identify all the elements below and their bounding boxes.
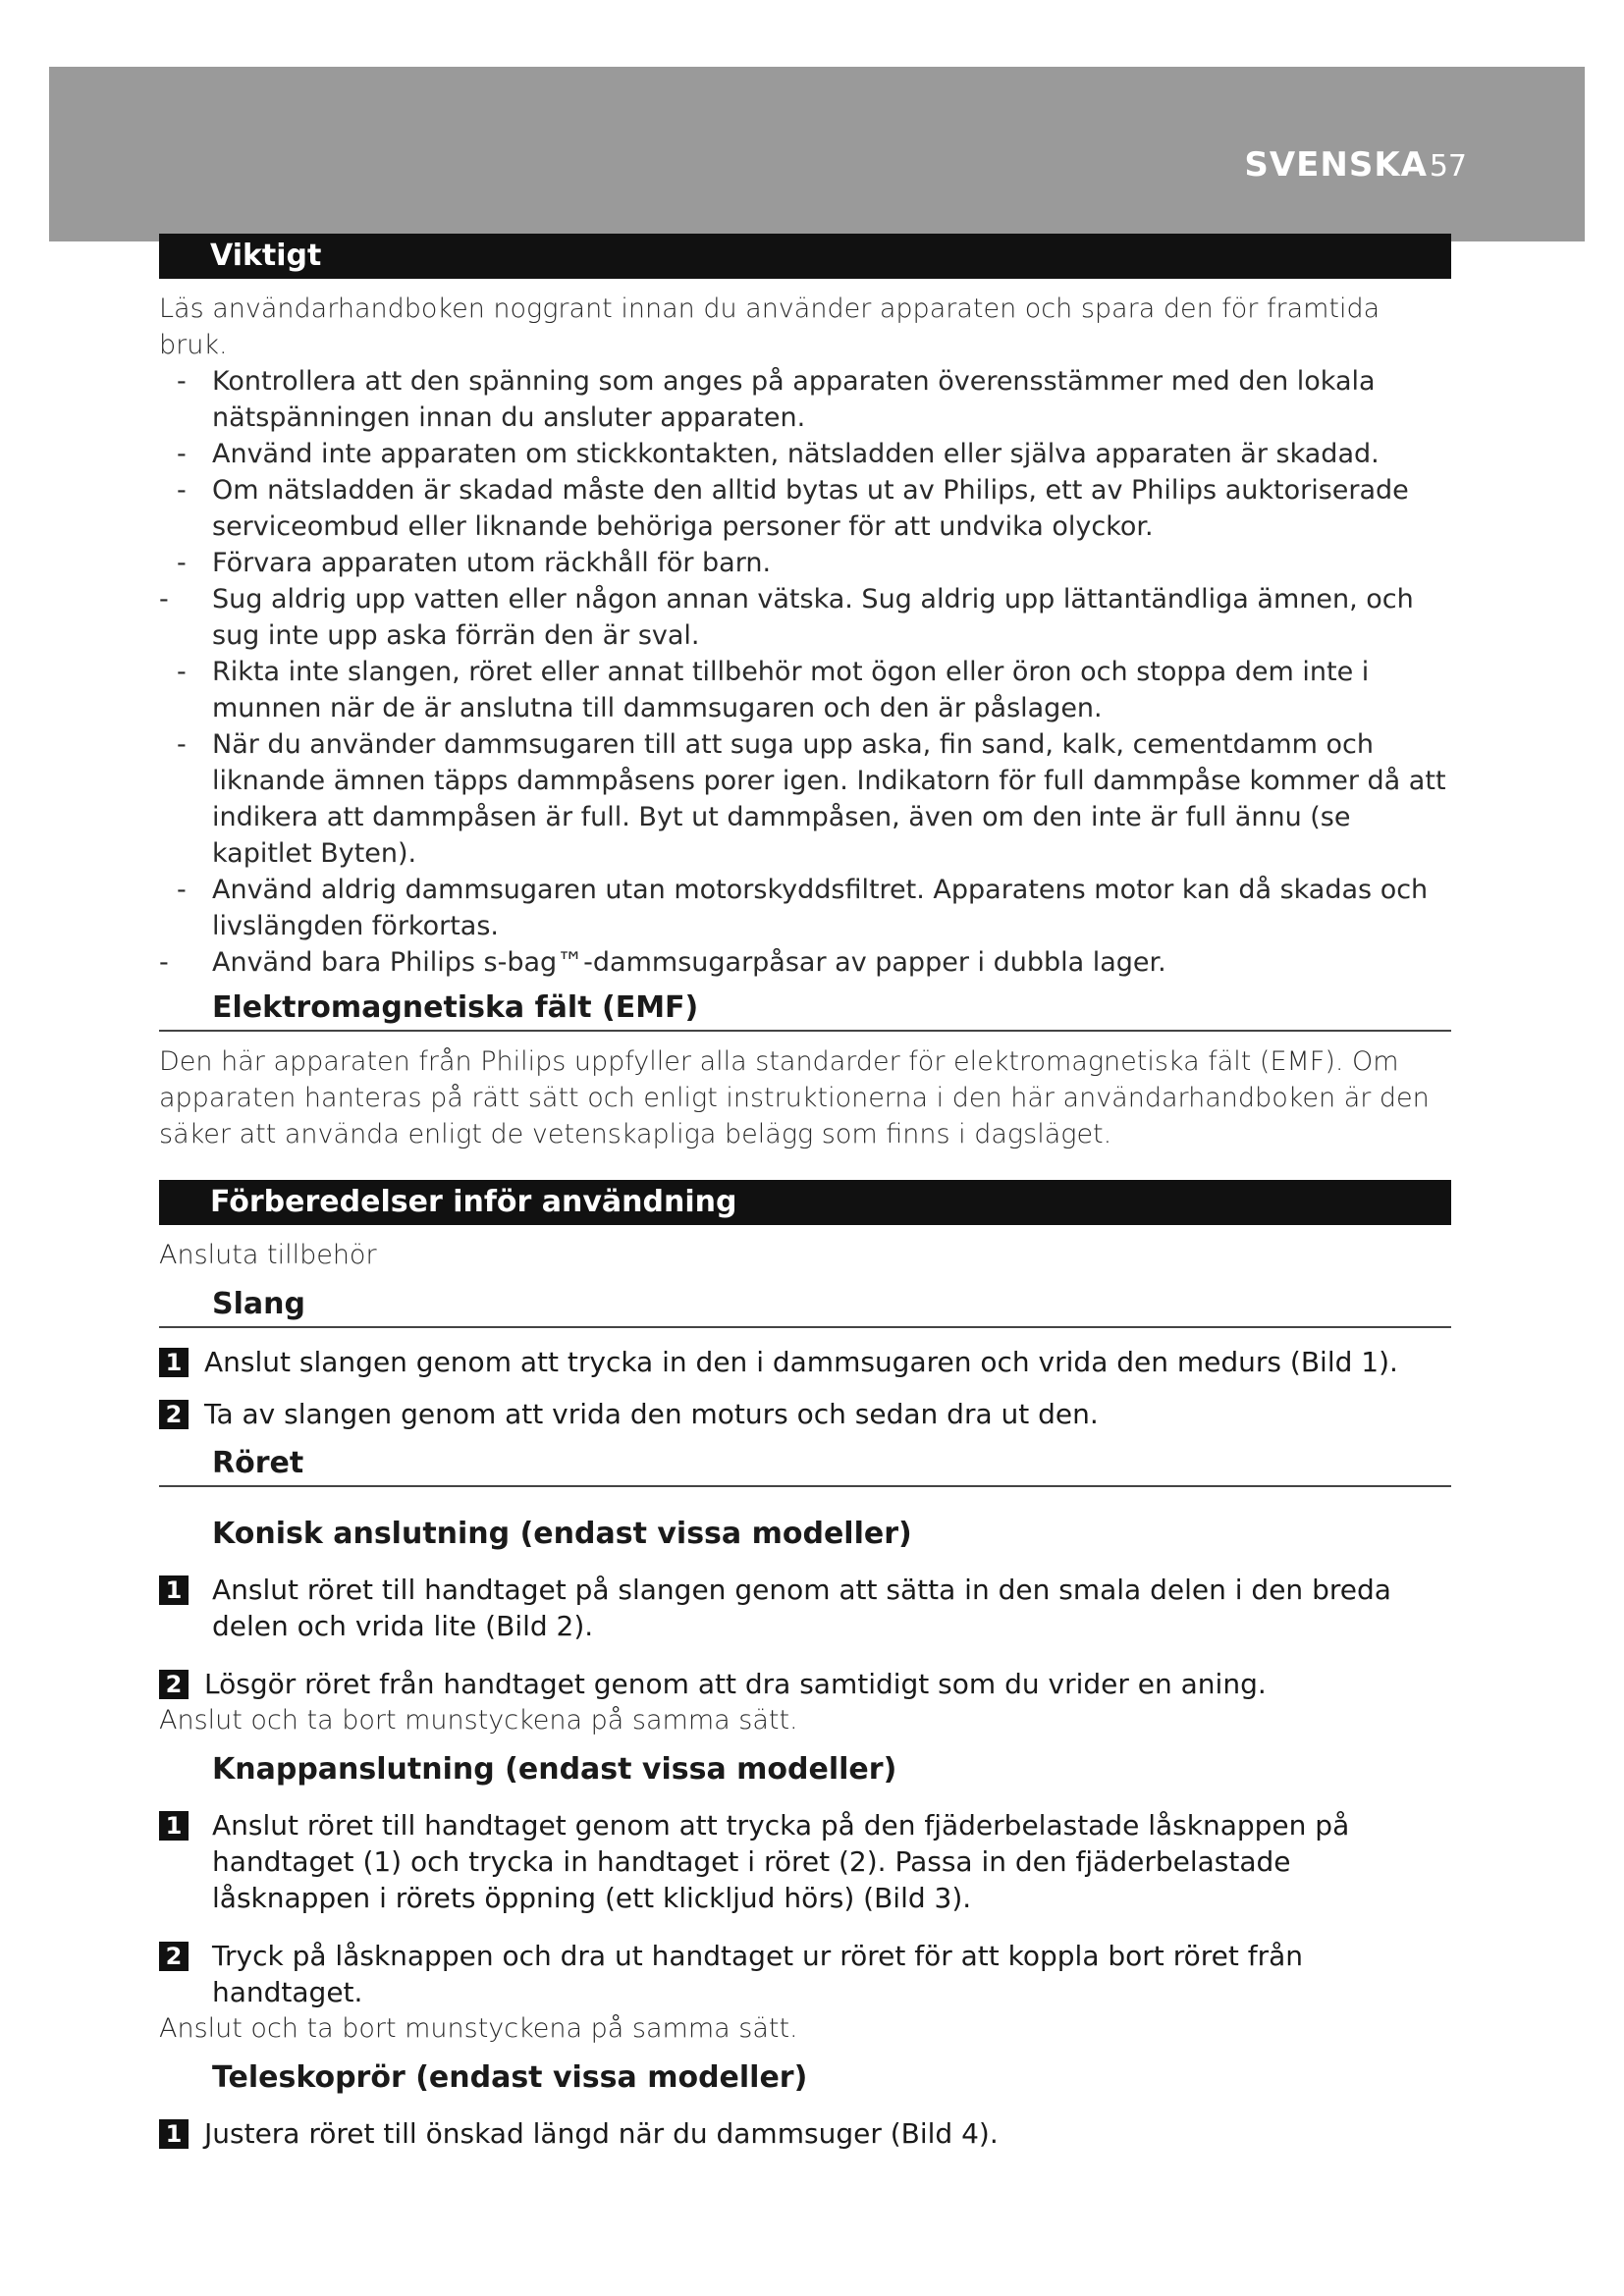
- telescopic-heading: Teleskoprör (endast vissa modeller): [212, 2060, 808, 2095]
- step-number-badge: 1: [159, 1575, 189, 1605]
- hose-heading: Slang: [159, 1285, 1451, 1328]
- list-item: - Använd aldrig dammsugaren utan motorskyddsfiltret. Apparatens motor kan då skadas och livslängden förkortas.: [177, 875, 1429, 941]
- step-number-badge: 2: [159, 1670, 189, 1699]
- important-intro: Läs användarhandboken noggrant innan du använder apparaten och spara den för framtida bruk.: [159, 294, 1380, 360]
- step-number-badge: 2: [159, 1942, 189, 1971]
- button-step-1: 1 Anslut röret till handtaget genom att trycka på den fjäderbelastade låsknappen på handtaget (1) och trycka in handtaget i röret (2). Passa in den fjäderbelastade låsknappen i rörets öppning (ett klickljud hörs) (Bild 3).: [159, 1807, 1451, 1916]
- hose-step-2: 2 Ta av slangen genom att vrida den moturs och sedan dra ut den.: [159, 1396, 1451, 1432]
- page-number: 57: [1429, 149, 1467, 184]
- list-item: - Om nätsladden är skadad måste den alltid bytas ut av Philips, ett av Philips auktoriserade serviceombud eller liknande behöriga personer för att undvika olyckor.: [177, 475, 1409, 542]
- list-item: - Sug aldrig upp vatten eller någon annan vätska. Sug aldrig upp lättantändliga ämnen, och sug inte upp aska förrän den är sval.: [159, 584, 1414, 651]
- list-item: - Förvara apparaten utom räckhåll för barn.: [177, 548, 772, 578]
- list-item: - Använd bara Philips s-bag™-dammsugarpåsar av papper i dubbla lager.: [159, 947, 1166, 978]
- hose-step-1: 1 Anslut slangen genom att trycka in den i dammsugaren och vrida den medurs (Bild 1).: [159, 1344, 1451, 1380]
- emf-text: Den här apparaten från Philips uppfyller alla standarder för elektromagnetiska fält (EMF). Om apparaten hanteras på rätt sätt och enligt instruktionerna i den här användarhandboken är den säker att använda enligt de vetenskapliga belägg som finns i dagsläget.: [159, 1046, 1430, 1149]
- list-item: - Rikta inte slangen, röret eller annat tillbehör mot ögon eller öron och stoppa dem inte i munnen när de är anslutna till dammsugaren och den är påslagen.: [177, 657, 1370, 723]
- list-item: - När du använder dammsugaren till att suga upp aska, fin sand, kalk, cementdamm och liknande ämnen täpps dammpåsens porer igen. Indikatorn för full dammpåse kommer då att indikera att dammpåsen är full. Byt ut dammpåsen, även om den inte är full ännu (se kapitlet Byten).: [177, 729, 1446, 869]
- list-item: - Kontrollera att den spänning som anges på apparaten överensstämmer med den lokala nätspänningen innan du ansluter apparaten.: [177, 366, 1376, 433]
- button-step-2: 2 Tryck på låsknappen och dra ut handtaget ur röret för att koppla bort röret från handtaget.: [159, 1938, 1451, 2010]
- conical-step-1: 1 Anslut röret till handtaget på slangen genom att sätta in den smala delen i den breda delen och vrida lite (Bild 2).: [159, 1572, 1451, 1644]
- emf-heading: Elektromagnetiska fält (EMF): [159, 988, 1451, 1032]
- section-heading-preparation: Förberedelser inför användning: [159, 1180, 1451, 1225]
- conical-note: Anslut och ta bort munstyckena på samma sätt.: [159, 1705, 798, 1735]
- preparation-intro: Ansluta tillbehör: [159, 1240, 377, 1270]
- section-heading-important: Viktigt: [159, 234, 1451, 279]
- step-number-badge: 2: [159, 1400, 189, 1429]
- button-note: Anslut och ta bort munstyckena på samma sätt.: [159, 2013, 798, 2044]
- conical-heading: Konisk anslutning (endast vissa modeller): [212, 1517, 912, 1551]
- step-number-badge: 1: [159, 1811, 189, 1841]
- language-label: SVENSKA: [1244, 145, 1428, 185]
- button-connection-heading: Knappanslutning (endast vissa modeller): [212, 1752, 897, 1787]
- important-list: [159, 363, 1451, 981]
- page-content: [159, 234, 1451, 2152]
- conical-step-2: 2 Lösgör röret från handtaget genom att dra samtidigt som du vrider en aning.: [159, 1666, 1451, 1702]
- tube-heading: Röret: [159, 1444, 1451, 1487]
- step-number-badge: 1: [159, 1348, 189, 1377]
- telescopic-step-1: 1 Justera röret till önskad längd när du dammsuger (Bild 4).: [159, 2115, 1451, 2152]
- step-number-badge: 1: [159, 2119, 189, 2149]
- list-item: - Använd inte apparaten om stickkontakten, nätsladden eller själva apparaten är skadad.: [177, 439, 1380, 469]
